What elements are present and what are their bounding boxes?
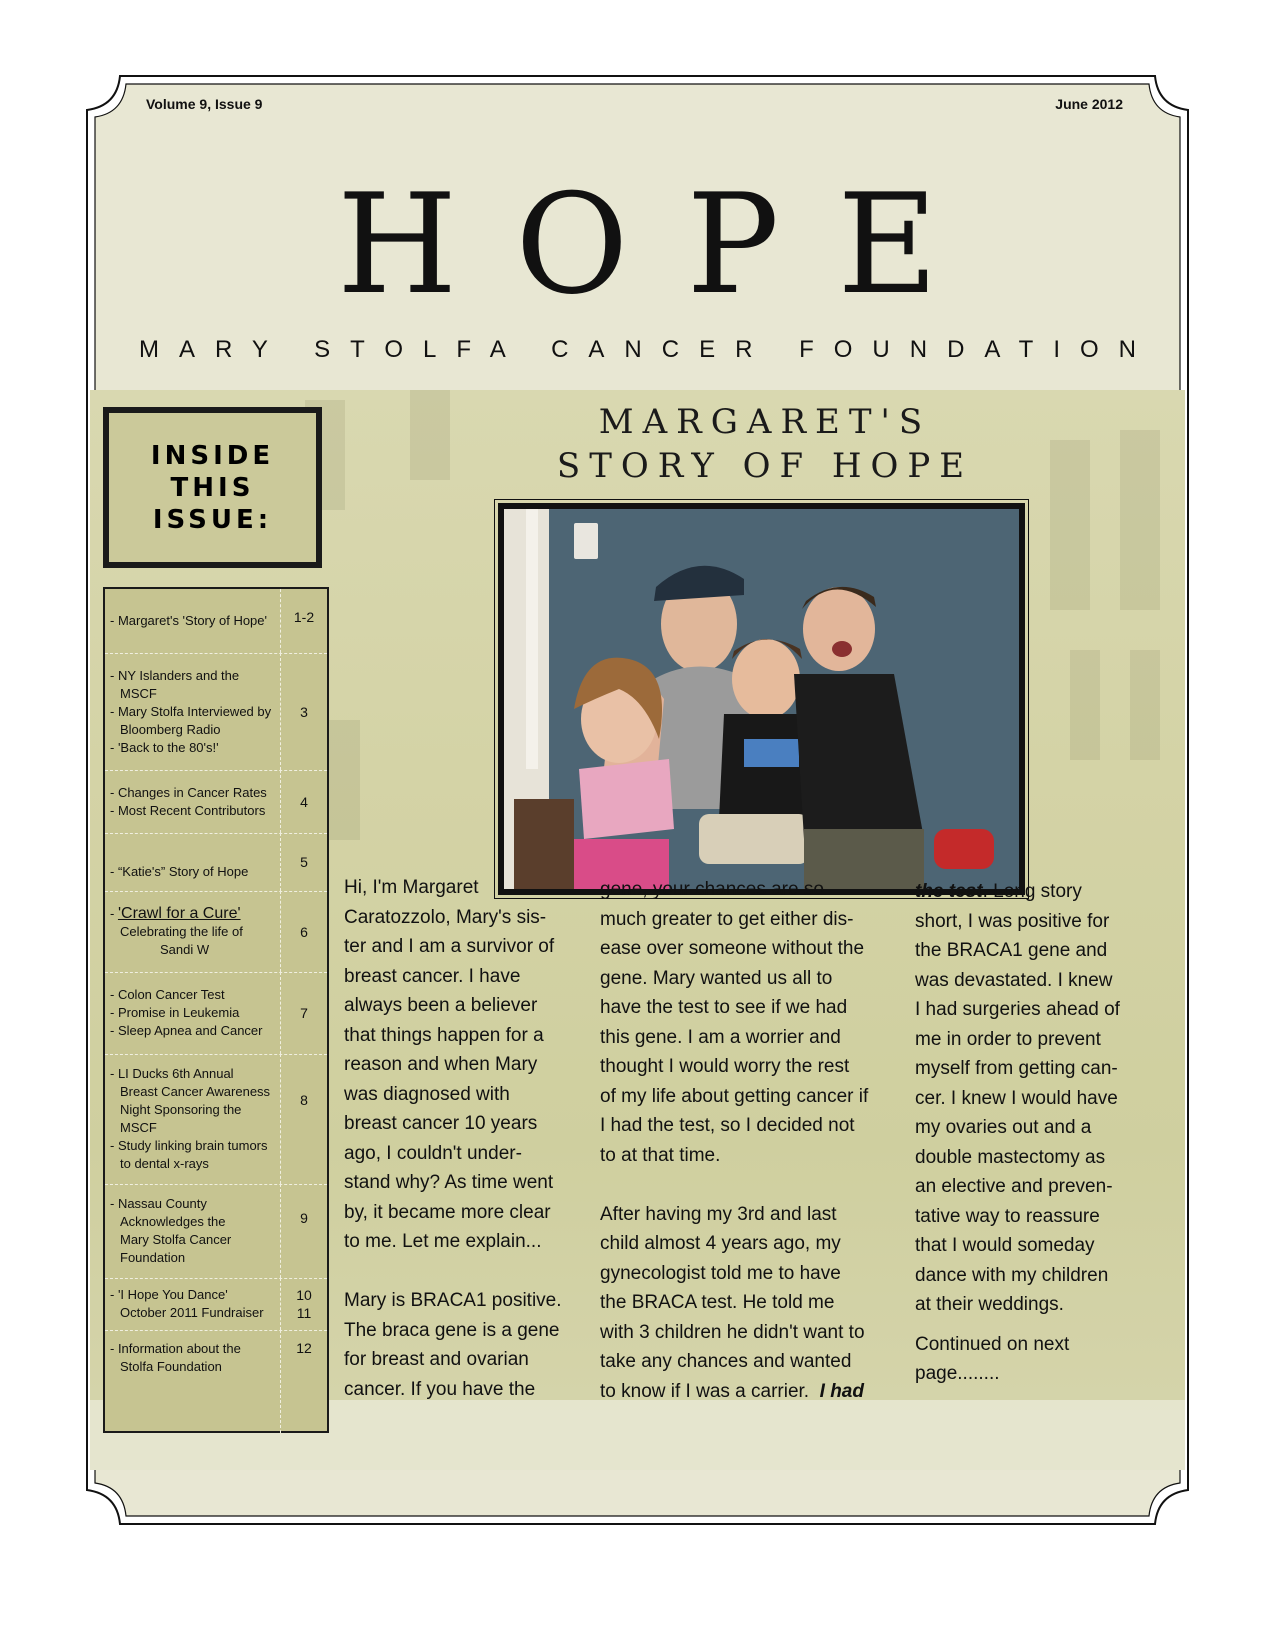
family-photo	[498, 503, 1025, 895]
toc-line: - “Katie's” Story of Hope	[110, 864, 249, 879]
toc-line: Stolfa Foundation	[120, 1359, 222, 1374]
toc-line: - 'Back to the 80's!'	[110, 739, 219, 755]
toc-line: -	[110, 905, 118, 921]
text-line: gynecologist told me to have	[600, 1262, 841, 1284]
text-line: that I would someday	[915, 1235, 1095, 1256]
text-line: the BRACA test. He told me	[600, 1292, 835, 1313]
text-line: ease over someone without the	[600, 938, 865, 959]
table-of-contents	[103, 587, 329, 1433]
text-line: that things happen for a	[344, 1024, 544, 1046]
toc-line: - Colon Cancer Test	[110, 987, 225, 1002]
toc-line: Bloomberg Radio	[120, 721, 221, 737]
toc-line: - Promise in Leukemia	[110, 1005, 240, 1020]
issue-date: June 2012	[1055, 96, 1123, 112]
toc-line: - Most Recent Contributors	[110, 802, 266, 818]
toc-line: - Information about the	[110, 1341, 241, 1356]
text-line: to me. Let me explain...	[344, 1231, 542, 1252]
toc-line: - Margaret's 'Story of Hope'	[110, 613, 268, 628]
text-line: take any chances and wanted	[600, 1351, 852, 1372]
text-line: to know if I was a carrier.	[600, 1380, 810, 1402]
text-line: After having my 3rd and last	[600, 1203, 837, 1225]
family-photo-illustration	[504, 509, 1019, 889]
continued-note	[915, 1330, 1160, 1389]
text-line: for breast and ovarian	[344, 1349, 529, 1370]
toc-line: - NY Islanders and the	[110, 667, 240, 683]
text-line: was diagnosed with	[344, 1083, 510, 1105]
text-line: tative way to reassure	[915, 1205, 1100, 1227]
text-line: I had surgeries ahead of	[915, 999, 1120, 1020]
emphasis-text: the test	[915, 881, 983, 902]
text-line: my ovaries out and a	[915, 1117, 1092, 1138]
text-line: dance with my children	[915, 1264, 1109, 1286]
toc-line: - Mary Stolfa Interviewed by	[110, 703, 272, 719]
article-column-3	[915, 877, 1160, 1389]
toc-line: Foundation	[120, 1250, 186, 1265]
text-line: Hi, I'm Margaret	[344, 877, 479, 898]
toc-line: MSCF	[120, 685, 157, 701]
text-line: I had the test, so I decided not	[600, 1115, 855, 1136]
toc-row[interactable]	[105, 891, 327, 973]
toc-row[interactable]	[105, 1330, 327, 1433]
paragraph	[915, 877, 1160, 1320]
text-line: stand why? As time went	[344, 1172, 554, 1193]
text-line: short, I was positive for	[915, 910, 1110, 932]
toc-line: - Nassau County	[110, 1196, 207, 1211]
toc-line: - Study linking brain tumors	[110, 1138, 268, 1153]
toc-page: 12	[296, 1340, 312, 1356]
toc-row[interactable]	[105, 1278, 327, 1331]
toc-line: to dental x-rays	[120, 1156, 209, 1171]
text-line: Caratozzolo, Mary's sis-	[344, 906, 547, 928]
text-line: ter and I am a survivor of	[344, 936, 555, 957]
inside-title-line: ISSUE:	[152, 504, 273, 535]
text-line: have the test to see if we had	[600, 997, 848, 1018]
text-line: gene, your chances are so	[600, 879, 824, 900]
text-line: ago, I couldn't under-	[344, 1142, 522, 1164]
text-line: was devastated. I knew	[915, 969, 1113, 991]
toc-page: 1-2	[293, 609, 315, 625]
toc-page: 9	[300, 1210, 308, 1226]
toc-line: Breast Cancer Awareness	[120, 1084, 271, 1099]
foundation-name: MARY STOLFA CANCER FOUNDATION	[139, 336, 1156, 363]
inside-this-issue-heading	[103, 407, 322, 568]
toc-line: - Sleep Apnea and Cancer	[110, 1023, 263, 1038]
toc-line: Celebrating the life of	[120, 923, 243, 939]
text-line: myself from getting can-	[915, 1058, 1118, 1079]
toc-line: October 2011 Fundraiser	[120, 1305, 264, 1320]
article-title-line: MARGARET'S	[598, 402, 932, 442]
emphasis-text: I had	[819, 1380, 864, 1402]
toc-line: Mary Stolfa Cancer	[120, 1232, 232, 1247]
text-line: by, it became more clear	[344, 1201, 551, 1223]
text-line: always been a believer	[344, 995, 538, 1016]
toc-page: 8	[300, 1092, 308, 1108]
text-line: reason and when Mary	[344, 1054, 538, 1075]
toc-line: Night Sponsoring the	[120, 1102, 242, 1117]
text-line: gene. Mary wanted us all to	[600, 967, 833, 989]
toc-line: - LI Ducks 6th Annual	[110, 1066, 234, 1081]
paragraph	[600, 875, 900, 1170]
text-line: much greater to get either dis-	[600, 908, 854, 930]
text-line: breast cancer. I have	[344, 965, 521, 987]
text-line: double mastectomy as	[915, 1146, 1106, 1168]
toc-page: 7	[300, 1005, 308, 1021]
article-column-1	[344, 873, 584, 1404]
text-line: Continued on next	[915, 1333, 1070, 1355]
toc-line: Sandi W	[160, 941, 210, 957]
article-title-line: STORY OF HOPE	[556, 446, 974, 486]
toc-page: 10 11	[296, 1287, 312, 1321]
paragraph	[344, 873, 584, 1257]
text-line: this gene. I am a worrier and	[600, 1026, 841, 1048]
toc-row[interactable]	[105, 1184, 327, 1279]
text-line: breast cancer 10 years	[344, 1113, 538, 1134]
toc-row[interactable]	[105, 770, 327, 834]
text-line: me in order to prevent	[915, 1028, 1101, 1050]
text-line: an elective and preven-	[915, 1176, 1113, 1197]
text-line: The braca gene is a gene	[344, 1319, 560, 1341]
toc-page: 6	[300, 923, 308, 940]
toc-line: MSCF	[120, 1120, 157, 1135]
inside-title-line: INSIDE	[150, 440, 275, 471]
text-line: to at that time.	[600, 1144, 721, 1166]
toc-page: 3	[300, 703, 308, 720]
text-line: at their weddings.	[915, 1294, 1064, 1315]
text-line: child almost 4 years ago, my	[600, 1233, 841, 1254]
text-line: . Long story	[982, 881, 1082, 902]
text-line: cancer. If you have the	[344, 1378, 536, 1400]
toc-line: Acknowledges the	[120, 1214, 226, 1229]
toc-row[interactable]	[105, 589, 327, 654]
toc-page: 5	[300, 854, 308, 870]
text-line: with 3 children he didn't want to	[600, 1321, 865, 1343]
crawl-for-a-cure-link[interactable]: 'Crawl for a Cure'	[117, 904, 241, 922]
volume-issue: Volume 9, Issue 9	[146, 96, 263, 112]
masthead-title: HOPE	[336, 164, 997, 325]
toc-line: - 'I Hope You Dance'	[110, 1287, 228, 1302]
text-line: page........	[915, 1363, 1000, 1384]
text-line: thought I would worry the rest	[600, 1056, 850, 1077]
toc-row[interactable]	[105, 972, 327, 1055]
toc-row[interactable]	[105, 1054, 327, 1185]
article-column-2	[600, 875, 900, 1406]
toc-page: 4	[300, 793, 308, 810]
toc-row[interactable]	[105, 833, 327, 892]
text-line: Mary is BRACA1 positive.	[344, 1290, 562, 1311]
text-line: cer. I knew I would have	[915, 1087, 1118, 1109]
inside-title-line: THIS	[170, 472, 255, 503]
text-line: the BRACA1 gene and	[915, 940, 1108, 961]
article-title	[485, 400, 1045, 488]
toc-row[interactable]	[105, 653, 327, 771]
text-line: of my life about getting cancer if	[600, 1085, 869, 1107]
paragraph	[600, 1200, 900, 1407]
toc-line: - Changes in Cancer Rates	[110, 784, 267, 800]
paragraph	[344, 1286, 584, 1404]
